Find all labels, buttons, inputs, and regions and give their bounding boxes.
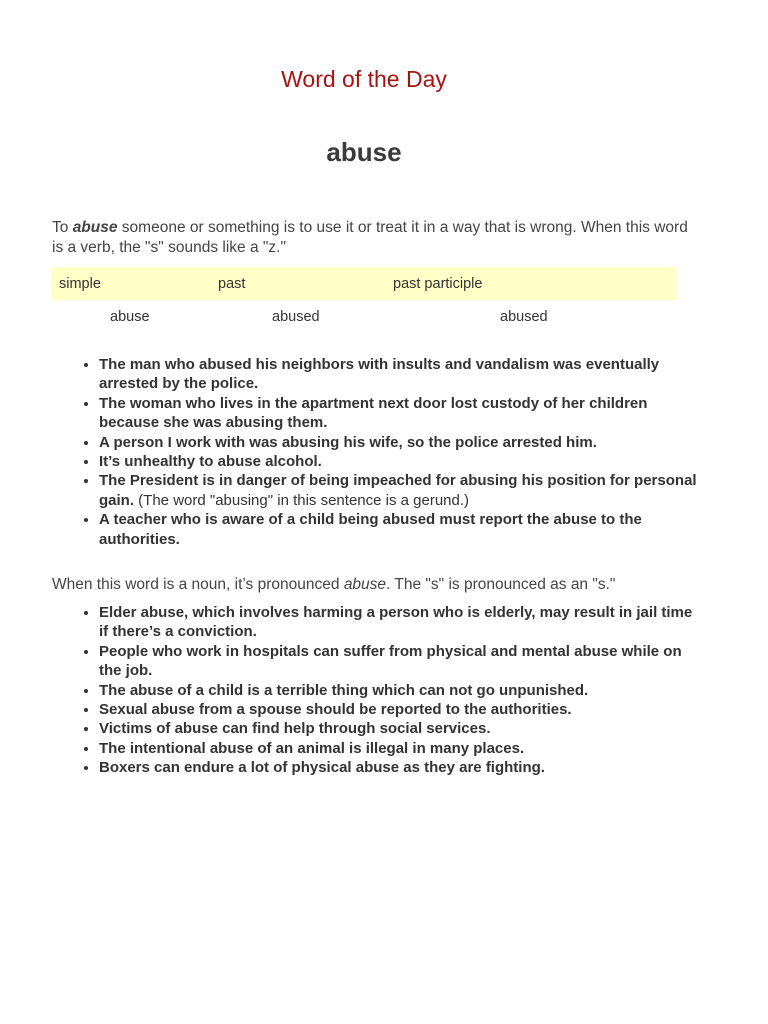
list-item: • The intentional abuse of an animal is illegal in many places.: [99, 739, 699, 758]
list-item: • Boxers can endure a lot of physical abuse as they are fighting.: [99, 758, 699, 777]
list-item: • People who work in hospitals can suffer from physical and mental abuse while on the job.: [99, 642, 699, 681]
value-past-participle: abused: [500, 309, 548, 325]
headword: abuse: [326, 137, 402, 167]
list-item: • The woman who lives in the apartment next door lost custody of her children because she was abusing them.: [99, 394, 699, 433]
header-simple: simple: [52, 267, 211, 300]
list-item: • The abuse of a child is a terrible thing which can not go unpunished.: [99, 681, 699, 700]
noun-intro-word: abuse: [343, 576, 387, 593]
list-item: • A teacher who is aware of a child being abused must report the abuse to the authorities.: [99, 510, 699, 549]
intro-word: abuse: [72, 219, 118, 236]
list-item: • It’s unhealthy to abuse alcohol.: [99, 452, 699, 471]
list-item: • The President is in danger of being impeached for abusing his position for personal gain. (The word "abusing" in this sentence is a gerund.): [99, 471, 699, 510]
noun-intro-before: When this word is a noun, it’s pronounced: [52, 576, 344, 593]
list-item: • Sexual abuse from a spouse should be reported to the authorities.: [99, 700, 699, 719]
noun-examples-list: [80, 603, 699, 778]
list-item: • A person I work with was abusing his wife, so the police arrested him.: [99, 433, 699, 452]
forms-value-row: [52, 300, 677, 334]
header-past: past: [211, 267, 386, 300]
noun-intro-after: . The "s" is pronounced as an "s.": [386, 576, 616, 593]
verb-intro-paragraph: [52, 218, 692, 258]
list-item: • Elder abuse, which involves harming a person who is elderly, may result in jail time if there’s a conviction.: [99, 603, 699, 642]
gerund-note: (The word "abusing" in this sentence is a gerund.): [134, 491, 470, 509]
page-title: Word of the Day: [281, 66, 447, 92]
value-simple: abuse: [110, 309, 150, 325]
header-past-participle: past participle: [386, 267, 677, 300]
list-item: • The man who abused his neighbors with insults and vandalism was eventually arrested by the police.: [99, 355, 699, 394]
verb-examples-list: [80, 355, 699, 549]
list-item: • Victims of abuse can find help through social services.: [99, 719, 699, 738]
noun-intro-paragraph: [52, 575, 732, 595]
forms-header-row: [52, 267, 677, 300]
intro-to: To: [52, 219, 73, 236]
intro-rest: someone or something is to use it or treat it in a way that is wrong. When this word is a verb, the "s" sounds like a "z.": [52, 219, 688, 256]
verb-forms-table: [52, 267, 677, 334]
value-past: abused: [272, 309, 320, 325]
